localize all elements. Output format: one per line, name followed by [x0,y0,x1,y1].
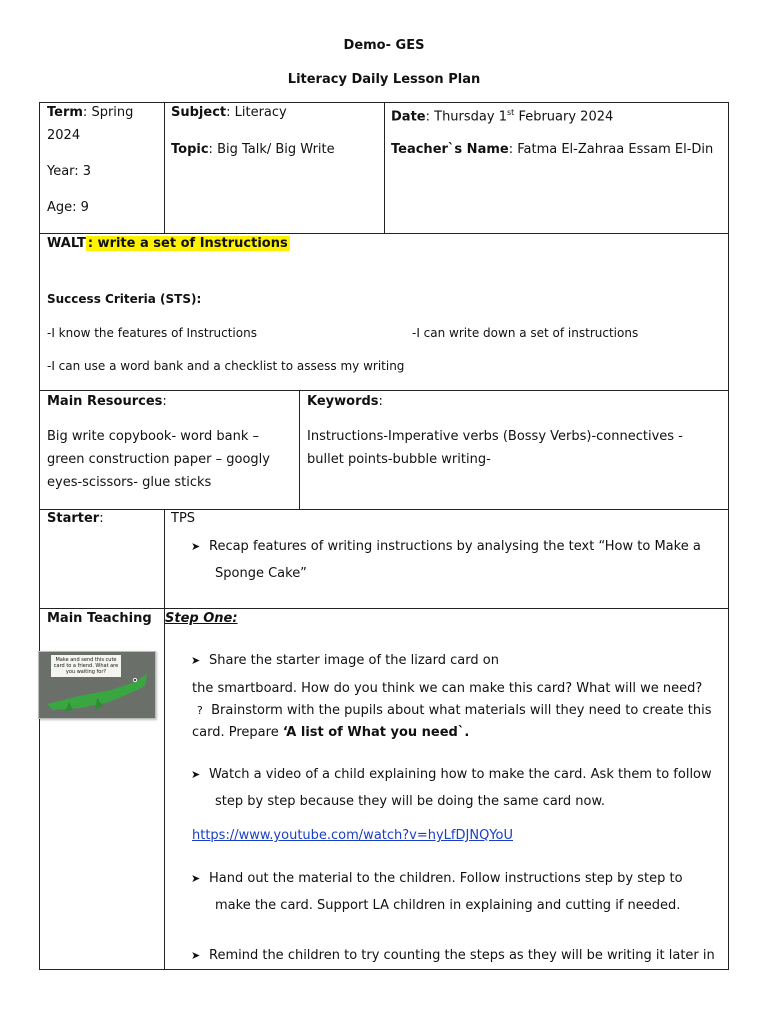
lizard-card-image [38,651,156,719]
teaching-bullet-3: ➤ Hand out the material to the children. Follow instructions step by step to [191,871,683,886]
arrow-bullet-icon: ➤ [191,540,201,553]
main-teaching-label: Main Teaching [47,611,152,626]
arrow-bullet-icon: ➤ [191,768,201,781]
date-field: Date: Thursday 1st February 2024 [391,108,614,125]
subject-field: Subject: Literacy [171,105,287,120]
plan-title: Literacy Daily Lesson Plan [287,72,481,87]
teaching-para-1: the smartboard. How do you think we can make this card? What will we need? [192,681,703,696]
term-field: Term: Spring [47,105,134,120]
teaching-bullet-4: ➤ Remind the children to try counting the steps as they will be writing it later in [191,948,715,963]
year-field: Year: 3 [47,164,92,179]
teaching-bullet-1: ➤ Share the starter image of the lizard card on [191,653,499,668]
arrow-bullet-icon: ➤ [191,654,201,667]
teacher-field: Teacher`s Name: Fatma El-Zahraa Essam El-Din [391,142,714,157]
teaching-para-3: card. Prepare ‘A list of What you need`. [192,725,470,740]
success-item-1: -I know the features of Instructions [47,326,257,340]
success-criteria-label: Success Criteria (STS): [47,292,202,306]
step-one-heading: Step One: [165,611,238,626]
age-field: Age: 9 [47,200,89,215]
keywords-line-2: bullet points-bubble writing- [307,452,491,467]
school-title: Demo- GES [343,38,425,53]
starter-bullet-cont: Sponge Cake” [215,566,307,581]
topic-field: Topic: Big Talk/ Big Write [171,142,335,157]
resources-line-3: eyes-scissors- glue sticks [47,475,212,490]
teaching-bullet-2: ➤ Watch a video of a child explaining how to make the card. Ask them to follow [191,767,712,782]
keywords-line-1: Instructions-Imperative verbs (Bossy Verbs)-connectives - [307,429,683,444]
starter-tps: TPS [171,511,196,526]
keywords-label: Keywords: [307,394,383,409]
video-link[interactable]: https://www.youtube.com/watch?v=hyLfDJNQYoU [192,828,513,843]
success-item-2: -I can write down a set of instructions [412,326,639,340]
success-item-3: -I can use a word bank and a checklist to assess my writing [47,359,405,373]
teaching-bullet-3-cont: make the card. Support LA children in explaining and cutting if needed. [215,898,681,913]
starter-bullet: ➤ Recap features of writing instructions by analysing the text “How to Make a [191,539,701,554]
teaching-bullet-2-cont: step by step because they will be doing the same card now. [215,794,606,809]
resources-line-1: Big write copybook- word bank – [47,429,259,444]
walt-highlight: : write a set of Instructions [87,236,288,251]
starter-label: Starter: [47,511,104,526]
walt-line: WALT : write a set of Instructions [47,236,288,251]
arrow-bullet-icon: ➤ [191,872,201,885]
starter-row [39,509,729,609]
lizard-card-caption: Make and send this cute card to a friend. What are you waiting for? [51,655,121,677]
arrow-bullet-icon: ➤ [191,949,201,962]
teaching-para-2: ? Brainstorm with the pupils about what materials will they need to create this [197,703,712,718]
resources-label: Main Resources: [47,394,167,409]
term-year: 2024 [47,128,81,143]
resources-line-2: green construction paper – googly [47,452,270,467]
